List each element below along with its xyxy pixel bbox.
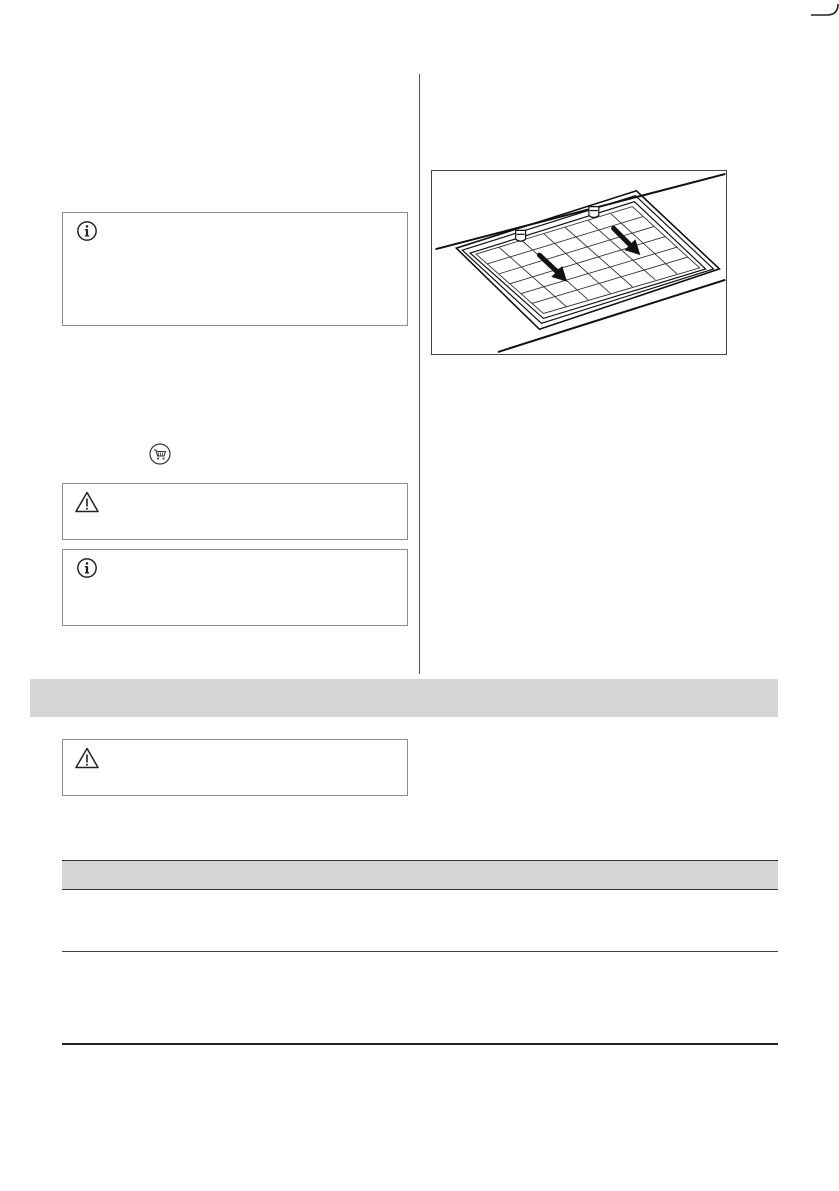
info-note-box [62, 212, 408, 326]
info-note-box [62, 549, 408, 626]
info-icon [75, 220, 99, 242]
warning-triangle-icon [75, 747, 99, 769]
section-heading-band [30, 679, 778, 717]
warning-note-box [62, 483, 408, 540]
warning-triangle-icon [75, 491, 99, 513]
table-row-divider [62, 951, 778, 952]
crop-mark-icon [811, 2, 839, 16]
column-divider [419, 74, 420, 674]
filter-illustration [431, 170, 727, 355]
table-bottom-rule [62, 1043, 778, 1045]
warning-note-box [62, 739, 408, 796]
filter-removal-illustration [432, 171, 726, 354]
shopping-cart-icon [149, 443, 171, 465]
table-header [62, 860, 778, 890]
info-icon [75, 557, 99, 579]
